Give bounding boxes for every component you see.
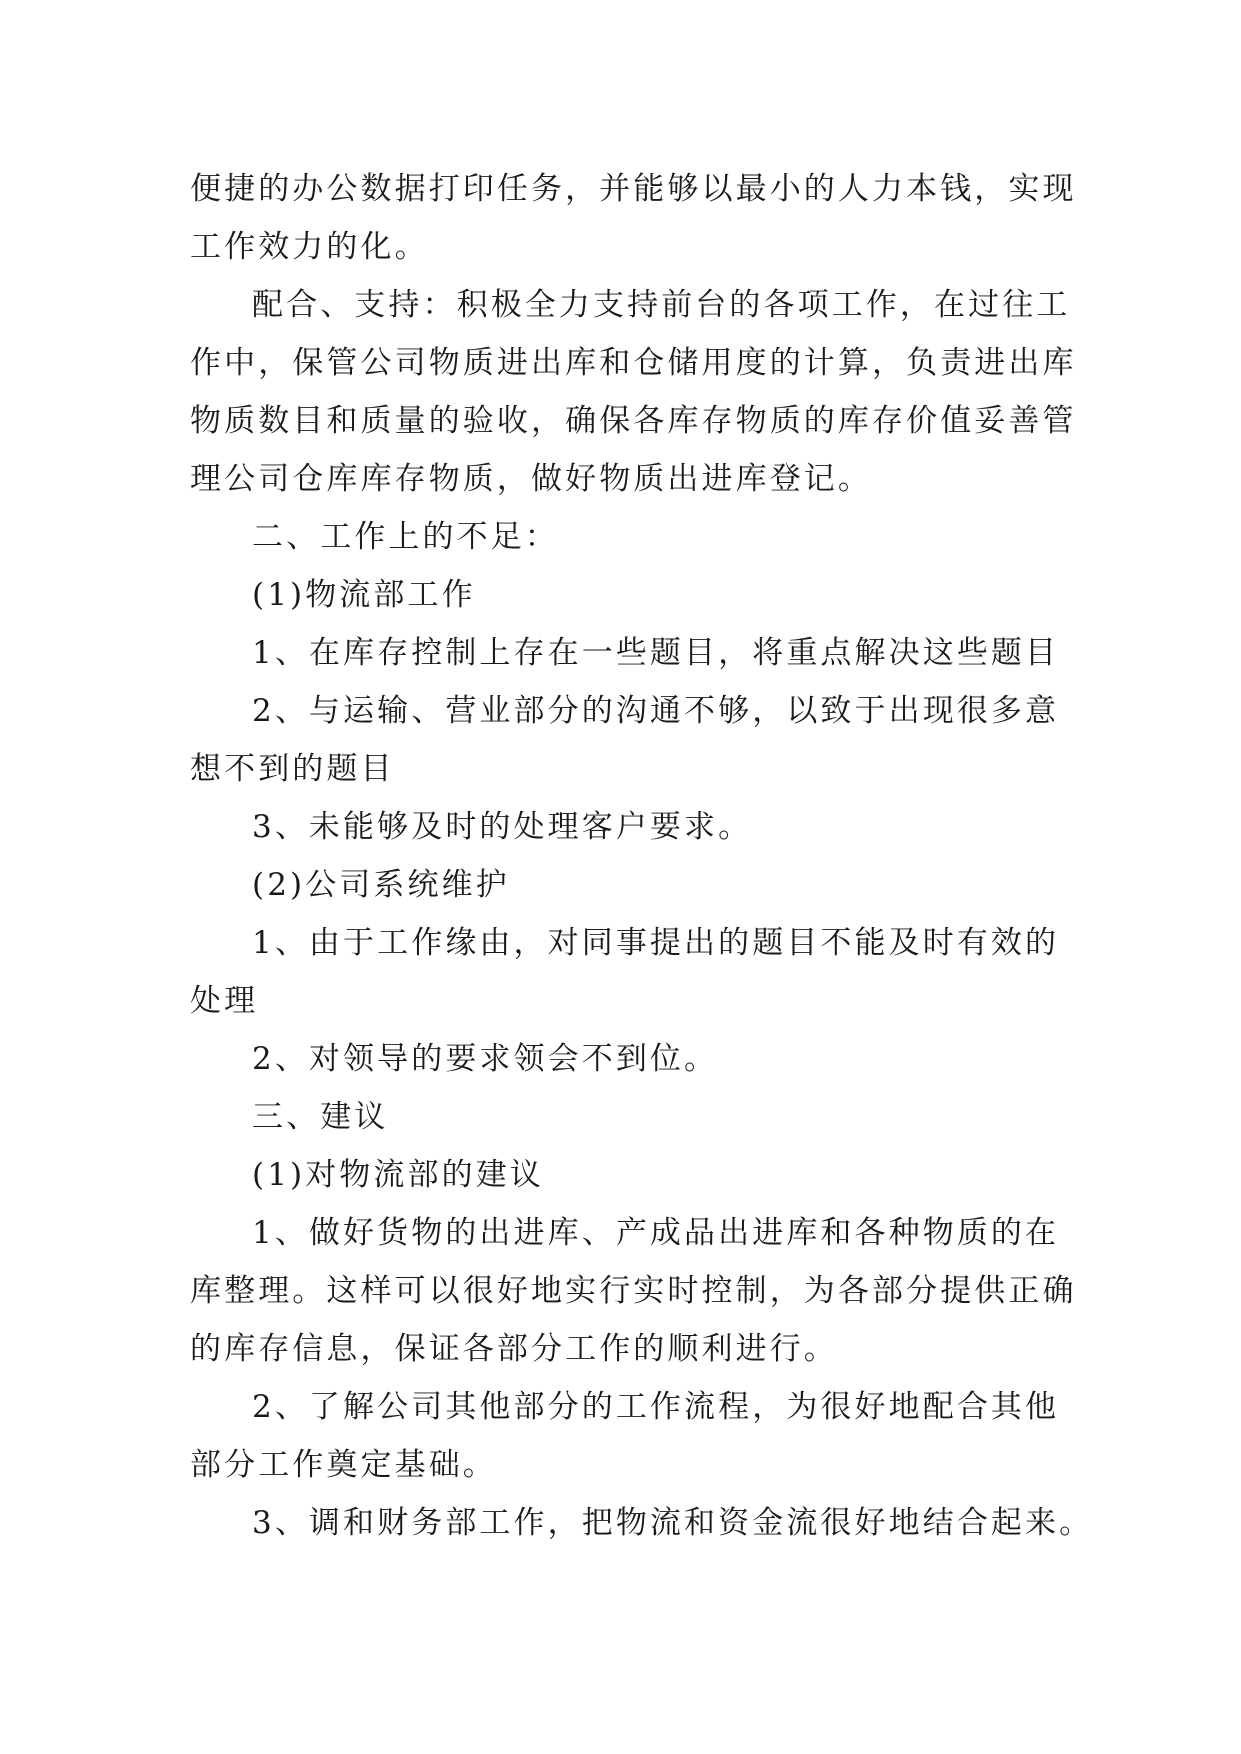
list-item: 2、了解公司其他部分的工作流程，为很好地配合其他 [252, 1389, 1060, 1425]
list-item: 3、调和财务部工作，把物流和资金流很好地结合起来。 [252, 1505, 1094, 1541]
subsection-heading: (1)对物流部的建议 [252, 1157, 544, 1193]
text-line: 便捷的办公数据打印任务，并能够以最小的人力本钱，实现 [190, 171, 1077, 207]
list-item: 1、由于工作缘由，对同事提出的题目不能及时有效的 [252, 925, 1060, 961]
list-item: 3、未能够及时的处理客户要求。 [252, 809, 753, 845]
list-item: 1、做好货物的出进库、产成品出进库和各种物质的在 [252, 1215, 1060, 1251]
list-item-continuation: 的库存信息，保证各部分工作的顺利进行。 [190, 1331, 838, 1367]
list-item-continuation: 处理 [190, 983, 259, 1019]
section-heading: 二、工作上的不足： [252, 519, 559, 555]
text-line: 工作效力的化。 [190, 229, 429, 265]
text-line: 作中，保管公司物质进出库和仓储用度的计算，负责进出库 [190, 345, 1077, 381]
list-item: 2、对领导的要求领会不到位。 [252, 1041, 719, 1077]
document-body [190, 160, 1094, 1552]
text-line: 物质数目和质量的验收，确保各库存物质的库存价值妥善管 [190, 403, 1077, 439]
list-item-continuation: 想不到的题目 [190, 751, 395, 787]
list-item: 2、与运输、营业部分的沟通不够，以致于出现很多意 [252, 693, 1060, 729]
section-heading: 三、建议 [252, 1099, 389, 1135]
paragraph-start: 配合、支持：积极全力支持前台的各项工作，在过往工 [252, 287, 1071, 323]
list-item-continuation: 部分工作奠定基础。 [190, 1447, 497, 1483]
list-item: 1、在库存控制上存在一些题目，将重点解决这些题目 [252, 635, 1060, 671]
list-item-continuation: 库整理。这样可以很好地实行实时控制，为各部分提供正确 [190, 1273, 1077, 1309]
subsection-heading: (2)公司系统维护 [252, 867, 510, 903]
subsection-heading: (1)物流部工作 [252, 577, 476, 613]
text-line: 理公司仓库库存物质，做好物质出进库登记。 [190, 461, 872, 497]
